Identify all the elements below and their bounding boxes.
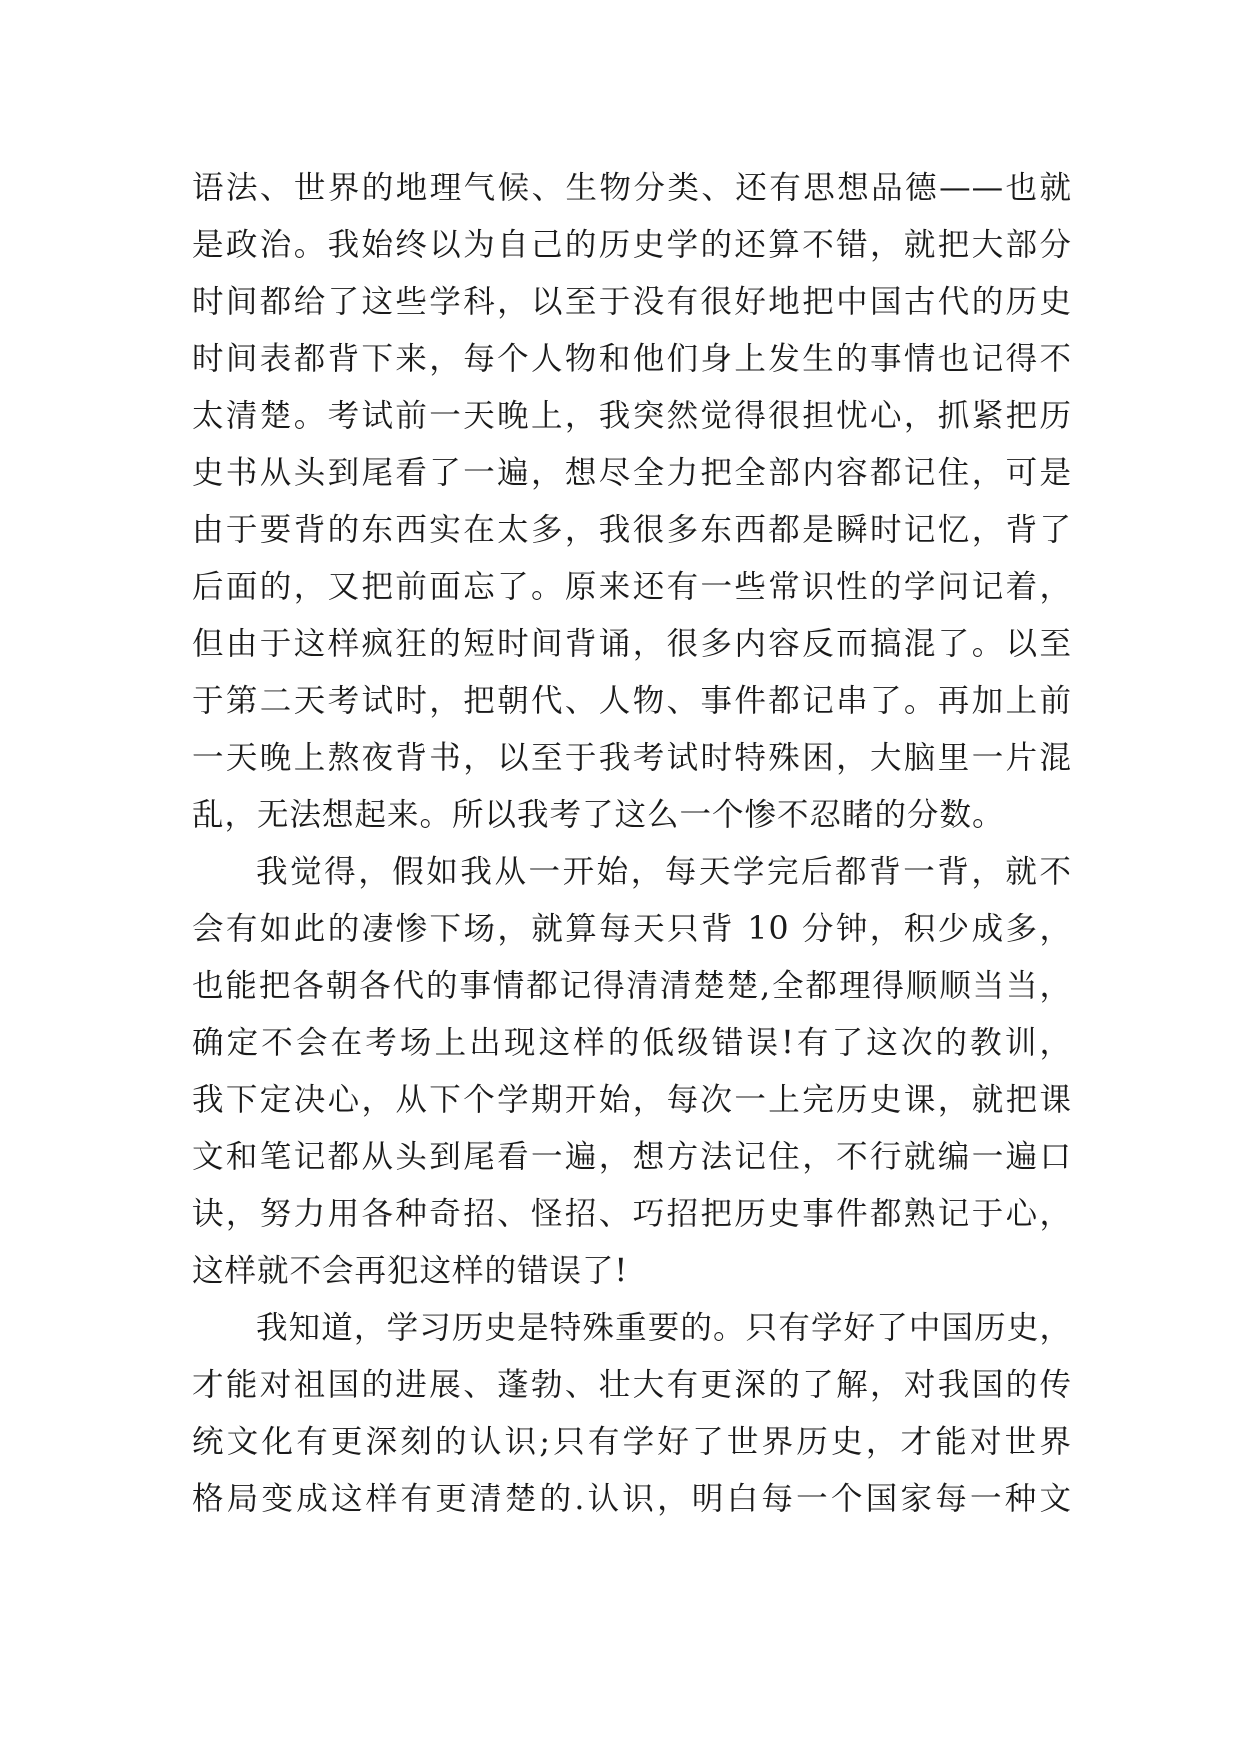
paragraph-1 — [192, 160, 1072, 844]
text-line: 后面的，又把前面忘了。原来还有一些常识性的学问记着， — [192, 569, 1072, 605]
text-line: 统文化有更深刻的认识;只有学好了世界历史，才能对世界 — [192, 1424, 1072, 1460]
text-line: 但由于这样疯狂的短时间背诵，很多内容反而搞混了。以至 — [192, 626, 1072, 662]
text-line: 于第二天考试时，把朝代、人物、事件都记串了。再加上前 — [192, 683, 1072, 719]
text-line: 由于要背的东西实在太多，我很多东西都是瞬时记忆，背了 — [192, 512, 1072, 548]
text-line: 这样就不会再犯这样的错误了! — [192, 1253, 629, 1289]
text-line: 太清楚。考试前一天晚上，我突然觉得很担忧心，抓紧把历 — [192, 398, 1072, 434]
text-line: 诀，努力用各种奇招、怪招、巧招把历史事件都熟记于心， — [192, 1196, 1072, 1232]
text-line: 时间都给了这些学科，以至于没有很好地把中国古代的历史 — [192, 284, 1072, 320]
text-line: 也能把各朝各代的事情都记得清清楚楚,全都理得顺顺当当， — [192, 968, 1072, 1004]
text-line: 确定不会在考场上出现这样的低级错误!有了这次的教训， — [192, 1025, 1072, 1061]
text-line: 时间表都背下来，每个人物和他们身上发生的事情也记得不 — [192, 341, 1072, 377]
text-line: 会有如此的凄惨下场，就算每天只背 10 分钟，积少成多， — [192, 911, 1072, 947]
text-line: 文和笔记都从头到尾看一遍，想方法记住，不行就编一遍口 — [192, 1139, 1072, 1175]
text-line: 语法、世界的地理气候、生物分类、还有思想品德——也就 — [192, 170, 1072, 206]
paragraph-2 — [192, 844, 1072, 1300]
text-line: 才能对祖国的进展、蓬勃、壮大有更深的了解，对我国的传 — [192, 1367, 1072, 1403]
text-line: 我知道，学习历史是特殊重要的。只有学好了中国历史， — [256, 1310, 1072, 1346]
text-line: 史书从头到尾看了一遍，想尽全力把全部内容都记住，可是 — [192, 455, 1072, 491]
text-line: 我觉得，假如我从一开始，每天学完后都背一背，就不 — [256, 854, 1072, 890]
text-line: 是政治。我始终以为自己的历史学的还算不错，就把大部分 — [192, 227, 1072, 263]
text-line: 一天晚上熬夜背书，以至于我考试时特殊困，大脑里一片混 — [192, 740, 1072, 776]
text-line: 我下定决心，从下个学期开始，每次一上完历史课，就把课 — [192, 1082, 1072, 1118]
body-text — [192, 160, 1072, 1528]
text-line: 乱，无法想起来。所以我考了这么一个惨不忍睹的分数。 — [192, 797, 1005, 833]
paragraph-3 — [192, 1300, 1072, 1528]
text-line: 格局变成这样有更清楚的.认识，明白每一个国家每一种文 — [192, 1481, 1072, 1517]
